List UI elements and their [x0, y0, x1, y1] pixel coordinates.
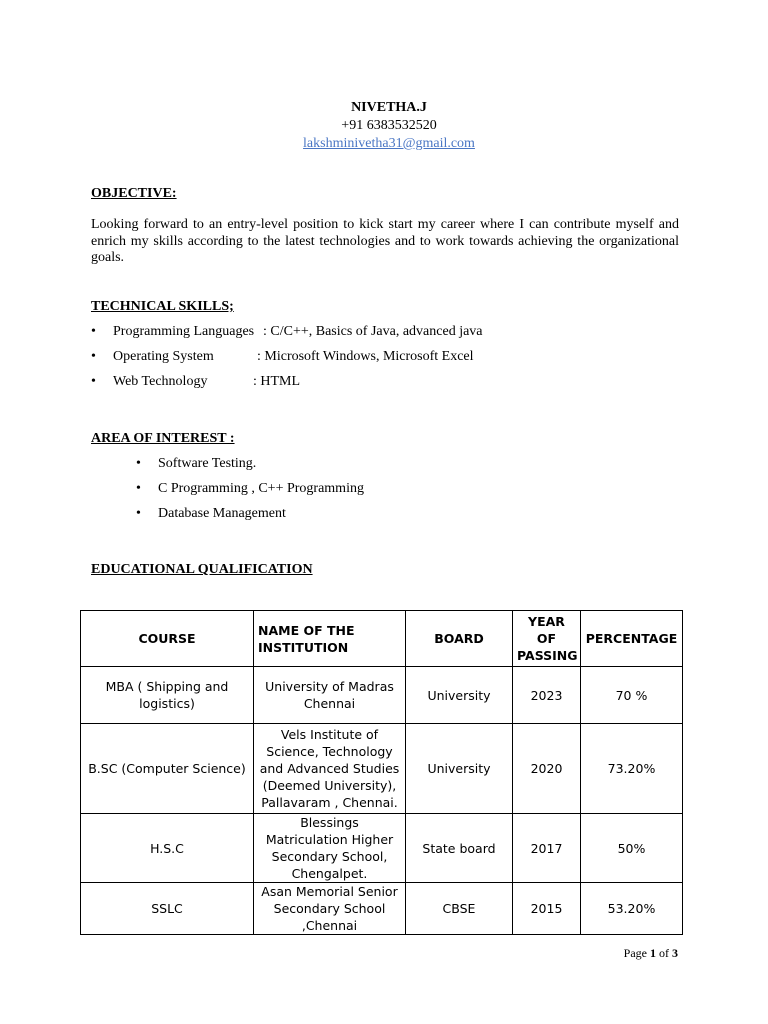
objective-text: Looking forward to an entry-level position to kick start my career where I can contribute myself and enrich my skills according to the latest technologies and to work towards achieving the organizational goals.	[91, 217, 679, 265]
interest-list	[158, 455, 364, 530]
year-cell: 2020	[513, 724, 581, 814]
email-link[interactable]: lakshminivetha31@gmail.com	[303, 136, 475, 151]
column-header-course: COURSE	[81, 611, 254, 667]
table-row	[81, 814, 683, 883]
course-cell: H.S.C	[81, 814, 254, 883]
year-cell: 2015	[513, 883, 581, 935]
institution-cell: Blessings Matriculation Higher Secondary School, Chengalpet.	[254, 814, 406, 883]
total-pages: 3	[672, 946, 678, 960]
column-header-year: YEAR OF PASSING	[513, 611, 581, 667]
course-cell: B.SC (Computer Science)	[81, 724, 254, 814]
institution-cell: Asan Memorial Senior Secondary School ,Chennai	[254, 883, 406, 935]
percentage-cell: 73.20%	[581, 724, 683, 814]
table-row	[81, 883, 683, 935]
resume-header	[0, 99, 768, 153]
table-row	[81, 724, 683, 814]
institution-cell: University of Madras Chennai	[254, 667, 406, 724]
education-heading: EDUCATIONAL QUALIFICATION	[91, 562, 313, 577]
list-item	[113, 348, 483, 373]
list-item: • Software Testing.	[158, 455, 364, 480]
of-word: of	[659, 946, 669, 960]
page-number	[624, 946, 678, 961]
column-header-percentage: PERCENTAGE	[581, 611, 683, 667]
objective-heading: OBJECTIVE:	[91, 186, 177, 201]
list-item: • Database Management	[158, 505, 364, 530]
page-word: Page	[623, 946, 647, 960]
skill-label: Web Technology	[113, 374, 208, 389]
current-page: 1	[650, 946, 656, 960]
technical-skills-heading: TECHNICAL SKILLS;	[91, 299, 234, 314]
education-table	[80, 610, 683, 935]
skill-label: Programming Languages	[113, 324, 255, 339]
year-cell: 2023	[513, 667, 581, 724]
skill-value: : Microsoft Windows, Microsoft Excel	[257, 349, 474, 364]
phone-number: +91 6383532520	[341, 118, 437, 133]
table-row	[81, 667, 683, 724]
area-of-interest-heading: AREA OF INTEREST :	[91, 431, 235, 446]
technical-skills-list	[113, 323, 483, 398]
skill-value: : C/C++, Basics of Java, advanced java	[263, 324, 483, 339]
course-cell: SSLC	[81, 883, 254, 935]
skill-label: Operating System	[113, 349, 214, 364]
board-cell: CBSE	[406, 883, 513, 935]
percentage-cell: 53.20%	[581, 883, 683, 935]
year-cell: 2017	[513, 814, 581, 883]
percentage-cell: 70 %	[581, 667, 683, 724]
column-header-institution: NAME OF THE INSTITUTION	[254, 611, 406, 667]
board-cell: University	[406, 724, 513, 814]
list-item: • C Programming , C++ Programming	[158, 480, 364, 505]
board-cell: State board	[406, 814, 513, 883]
skill-value: : HTML	[253, 374, 301, 389]
institution-cell: Vels Institute of Science, Technology and Advanced Studies (Deemed University), Pallavaram , Chennai.	[254, 724, 406, 814]
board-cell: University	[406, 667, 513, 724]
list-item	[113, 323, 483, 348]
percentage-cell: 50%	[581, 814, 683, 883]
list-item	[113, 373, 483, 398]
table-header-row	[81, 611, 683, 667]
candidate-name: NIVETHA.J	[351, 100, 427, 115]
column-header-board: BOARD	[406, 611, 513, 667]
course-cell: MBA ( Shipping and logistics)	[81, 667, 254, 724]
